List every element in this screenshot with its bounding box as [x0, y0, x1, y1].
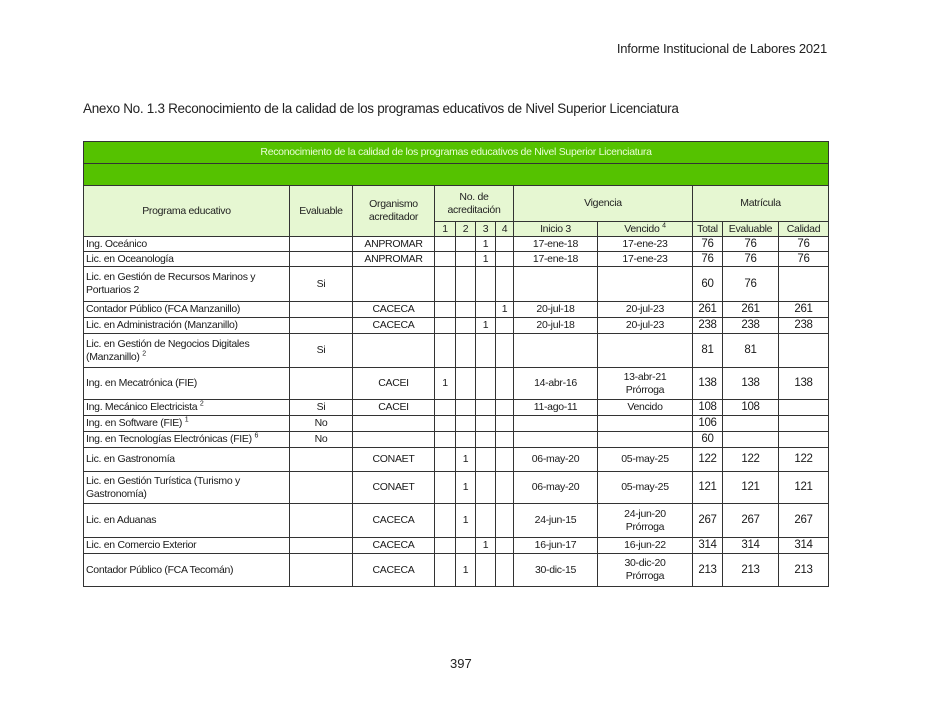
cell-vencido: [598, 237, 693, 252]
vencido-date: 17-ene-23: [622, 237, 668, 250]
programa-footnote: 2: [142, 350, 146, 357]
cell-organismo: CACECA: [353, 504, 435, 538]
cell-calidad: 238: [779, 318, 829, 334]
header-evaluable: Evaluable: [290, 186, 353, 237]
cell-organismo: CACECA: [353, 302, 435, 318]
vencido-note: Prórroga: [625, 520, 665, 533]
programa-label: Ing. en Software (FIE): [86, 417, 183, 429]
cell-organismo: ANPROMAR: [353, 237, 435, 252]
header-vencido-label: Vencido: [624, 222, 660, 235]
cell-mat-evaluable: 76: [723, 237, 779, 252]
cell-vencido: [598, 416, 693, 432]
programa-label: Ing. en Tecnologías Electrónicas (FIE): [86, 433, 252, 445]
cell-programa: [84, 318, 290, 334]
cell-programa: [84, 302, 290, 318]
vencido-date: 17-ene-23: [622, 252, 668, 265]
cell-mat-evaluable: 108: [723, 400, 779, 416]
cell-programa: [84, 432, 290, 448]
programa-label: Contador Público (FCA Manzanillo): [86, 303, 241, 315]
vencido-date: 20-jul-23: [625, 319, 665, 331]
annex-title: Anexo No. 1.3 Reconocimiento de la calidad de los programas educativos de Nivel Superior Licenciatura: [83, 101, 679, 116]
blank-band: [84, 164, 829, 186]
cell-evaluable: [290, 237, 353, 252]
cell-evaluable: [290, 538, 353, 554]
cell-inicio: 20-jul-18: [514, 318, 598, 334]
table-row: [84, 538, 829, 554]
cell-vencido: [598, 472, 693, 504]
cell-programa: [84, 400, 290, 416]
cell-acc-3: [476, 554, 496, 587]
cell-organismo: [353, 416, 435, 432]
cell-evaluable: [290, 368, 353, 400]
cell-inicio: 06-may-20: [514, 448, 598, 472]
cell-organismo: [353, 432, 435, 448]
cell-inicio: 20-jul-18: [514, 302, 598, 318]
cell-acc-3: 1: [476, 237, 496, 252]
cell-acc-2: [456, 302, 476, 318]
cell-calidad: [779, 400, 829, 416]
header-acc-4: 4: [496, 222, 514, 237]
cell-inicio: 14-abr-16: [514, 368, 598, 400]
cell-acc-3: [476, 334, 496, 368]
cell-inicio: [514, 416, 598, 432]
cell-mat-evaluable: 121: [723, 472, 779, 504]
header-vigencia: Vigencia: [514, 186, 693, 222]
cell-acc-1: [435, 302, 456, 318]
cell-acc-3: [476, 368, 496, 400]
running-header: Informe Institucional de Labores 2021: [616, 41, 827, 56]
cell-programa: [84, 416, 290, 432]
table-row: [84, 554, 829, 587]
cell-programa: [84, 252, 290, 267]
table-row: [84, 432, 829, 448]
cell-mat-evaluable: 261: [723, 302, 779, 318]
cell-evaluable: [290, 472, 353, 504]
cell-acc-1: [435, 416, 456, 432]
cell-acc-1: [435, 472, 456, 504]
header-calidad: Calidad: [779, 222, 829, 237]
cell-acc-1: [435, 334, 456, 368]
cell-mat-evaluable: 76: [723, 252, 779, 267]
programa-label: Lic. en Gestión de Negocios Digitales (Manzanillo): [86, 337, 250, 363]
cell-evaluable: No: [290, 432, 353, 448]
cell-acc-1: [435, 538, 456, 554]
cell-vencido: [598, 448, 693, 472]
cell-inicio: 17-ene-18: [514, 237, 598, 252]
programa-footnote: 2: [199, 400, 204, 408]
cell-total: 213: [693, 554, 723, 587]
table-row: [84, 237, 829, 252]
cell-acc-3: 1: [476, 538, 496, 554]
cell-acc-1: [435, 237, 456, 252]
table-row: [84, 368, 829, 400]
cell-acc-2: [456, 267, 476, 302]
cell-inicio: 06-may-20: [514, 472, 598, 504]
programa-label: Lic. en Administración (Manzanillo): [86, 319, 238, 331]
vencido-date: 30-dic-20: [624, 557, 666, 569]
cell-organismo: CONAET: [353, 472, 435, 504]
cell-organismo: CACECA: [353, 318, 435, 334]
cell-acc-2: [456, 400, 476, 416]
cell-mat-evaluable: 122: [723, 448, 779, 472]
quality-recognition-table: [83, 141, 829, 587]
cell-acc-1: [435, 504, 456, 538]
cell-vencido: [598, 400, 693, 416]
cell-acc-1: 1: [435, 368, 456, 400]
cell-evaluable: [290, 302, 353, 318]
vencido-date: 24-jun-20: [624, 507, 666, 520]
cell-total: 76: [693, 252, 723, 267]
cell-acc-1: [435, 267, 456, 302]
cell-calidad: 76: [779, 237, 829, 252]
cell-vencido: [598, 318, 693, 334]
vencido-note: Prórroga: [625, 570, 665, 582]
header-mat-evaluable: Evaluable: [723, 222, 779, 237]
cell-acc-3: 1: [476, 252, 496, 267]
cell-acc-2: [456, 538, 476, 554]
cell-acc-1: [435, 554, 456, 587]
cell-acc-4: [496, 252, 514, 267]
cell-total: 108: [693, 400, 723, 416]
cell-acc-1: [435, 400, 456, 416]
vencido-date: 05-may-25: [621, 481, 669, 493]
cell-total: 81: [693, 334, 723, 368]
vencido-date: 05-may-25: [621, 453, 669, 465]
cell-evaluable: Si: [290, 400, 353, 416]
header-acc-1: 1: [435, 222, 456, 237]
cell-acc-3: [476, 432, 496, 448]
cell-acc-3: [476, 448, 496, 472]
programa-label: Lic. en Oceanología: [86, 252, 174, 265]
cell-acc-4: [496, 554, 514, 587]
cell-acc-3: [476, 504, 496, 538]
cell-total: 122: [693, 448, 723, 472]
cell-mat-evaluable: 81: [723, 334, 779, 368]
cell-inicio: 30-dic-15: [514, 554, 598, 587]
cell-organismo: CACEI: [353, 368, 435, 400]
programa-label: Lic. en Gastronomía: [86, 453, 175, 465]
cell-acc-4: [496, 472, 514, 504]
cell-mat-evaluable: [723, 416, 779, 432]
cell-calidad: 121: [779, 472, 829, 504]
cell-total: 314: [693, 538, 723, 554]
cell-total: 261: [693, 302, 723, 318]
cell-acc-2: [456, 318, 476, 334]
cell-total: 121: [693, 472, 723, 504]
cell-evaluable: [290, 448, 353, 472]
header-acc-2: 2: [456, 222, 476, 237]
cell-evaluable: Si: [290, 267, 353, 302]
cell-mat-evaluable: 138: [723, 368, 779, 400]
cell-inicio: [514, 432, 598, 448]
header-vencido-sup: 4: [662, 222, 666, 229]
cell-acc-3: [476, 302, 496, 318]
table-row: [84, 448, 829, 472]
cell-acc-4: [496, 318, 514, 334]
cell-programa: [84, 237, 290, 252]
cell-total: 60: [693, 267, 723, 302]
cell-acc-3: [476, 267, 496, 302]
programa-label: Ing. en Mecatrónica (FIE): [86, 377, 197, 389]
cell-acc-4: [496, 237, 514, 252]
cell-total: 138: [693, 368, 723, 400]
cell-total: 238: [693, 318, 723, 334]
cell-acc-2: 1: [456, 472, 476, 504]
cell-programa: [84, 538, 290, 554]
cell-organismo: [353, 267, 435, 302]
cell-acc-3: [476, 472, 496, 504]
cell-vencido: [598, 252, 693, 267]
cell-vencido: [598, 538, 693, 554]
table-row: [84, 334, 829, 368]
cell-acc-4: [496, 432, 514, 448]
cell-acc-4: [496, 416, 514, 432]
programa-label: Lic. en Comercio Exterior: [86, 539, 197, 551]
cell-mat-evaluable: 314: [723, 538, 779, 554]
programa-label: Lic. en Gestión de Recursos Marinos y Portuarios 2: [86, 271, 256, 296]
table-row: [84, 302, 829, 318]
table-row: [84, 400, 829, 416]
header-programa: Programa educativo: [84, 186, 290, 237]
cell-acc-1: [435, 318, 456, 334]
header-no-acreditacion: No. de acreditación: [435, 186, 514, 222]
cell-inicio: 11-ago-11: [514, 400, 598, 416]
cell-acc-4: [496, 504, 514, 538]
cell-organismo: CACECA: [353, 538, 435, 554]
cell-inicio: [514, 334, 598, 368]
cell-evaluable: [290, 252, 353, 267]
header-acc-3: 3: [476, 222, 496, 237]
cell-programa: [84, 504, 290, 538]
cell-total: 106: [693, 416, 723, 432]
cell-acc-2: [456, 237, 476, 252]
table-row: [84, 318, 829, 334]
cell-acc-2: [456, 368, 476, 400]
cell-acc-2: [456, 334, 476, 368]
cell-total: 76: [693, 237, 723, 252]
cell-vencido: [598, 334, 693, 368]
cell-acc-2: [456, 252, 476, 267]
cell-programa: [84, 334, 290, 368]
cell-acc-2: [456, 416, 476, 432]
cell-vencido: [598, 504, 693, 538]
cell-programa: [84, 472, 290, 504]
cell-organismo: CACEI: [353, 400, 435, 416]
vencido-note: Prórroga: [625, 383, 665, 396]
cell-total: 267: [693, 504, 723, 538]
cell-calidad: 138: [779, 368, 829, 400]
cell-mat-evaluable: [723, 432, 779, 448]
programa-footnote: 1: [184, 416, 189, 424]
header-vencido: [598, 222, 693, 237]
cell-inicio: 16-jun-17: [514, 538, 598, 554]
cell-acc-4: [496, 267, 514, 302]
cell-acc-4: [496, 448, 514, 472]
cell-organismo: CACECA: [353, 554, 435, 587]
cell-evaluable: No: [290, 416, 353, 432]
table-row: [84, 252, 829, 267]
cell-acc-3: [476, 416, 496, 432]
header-total: Total: [693, 222, 723, 237]
cell-calidad: [779, 334, 829, 368]
cell-calidad: 76: [779, 252, 829, 267]
cell-programa: [84, 554, 290, 587]
table-row: [84, 267, 829, 302]
cell-evaluable: [290, 504, 353, 538]
cell-calidad: [779, 432, 829, 448]
cell-mat-evaluable: 238: [723, 318, 779, 334]
cell-programa: [84, 448, 290, 472]
cell-acc-2: 1: [456, 504, 476, 538]
cell-organismo: CONAET: [353, 448, 435, 472]
table-row: [84, 472, 829, 504]
cell-mat-evaluable: 267: [723, 504, 779, 538]
cell-acc-4: 1: [496, 302, 514, 318]
cell-inicio: [514, 267, 598, 302]
cell-acc-3: 1: [476, 318, 496, 334]
cell-evaluable: Si: [290, 334, 353, 368]
cell-acc-2: 1: [456, 448, 476, 472]
cell-acc-4: [496, 400, 514, 416]
programa-label: Lic. en Aduanas: [86, 514, 157, 526]
page-number: 397: [450, 656, 472, 671]
cell-programa: [84, 267, 290, 302]
cell-acc-3: [476, 400, 496, 416]
cell-organismo: ANPROMAR: [353, 252, 435, 267]
cell-calidad: 314: [779, 538, 829, 554]
cell-evaluable: [290, 318, 353, 334]
header-organismo: Organismo acreditador: [353, 186, 435, 237]
cell-mat-evaluable: 213: [723, 554, 779, 587]
cell-acc-4: [496, 538, 514, 554]
cell-acc-1: [435, 252, 456, 267]
programa-label: Contador Público (FCA Tecomán): [86, 563, 234, 576]
cell-organismo: [353, 334, 435, 368]
programa-label: Ing. Oceánico: [86, 237, 147, 250]
cell-calidad: [779, 267, 829, 302]
cell-acc-1: [435, 432, 456, 448]
cell-total: 60: [693, 432, 723, 448]
header-matricula: Matrícula: [693, 186, 829, 222]
cell-vencido: [598, 267, 693, 302]
vencido-date: 16-jun-22: [624, 539, 666, 551]
cell-vencido: [598, 368, 693, 400]
vencido-date: Vencido: [627, 401, 663, 413]
cell-vencido: [598, 554, 693, 587]
cell-acc-1: [435, 448, 456, 472]
header-inicio: Inicio 3: [514, 222, 598, 237]
programa-label: Ing. Mecánico Electricista: [86, 401, 198, 413]
cell-inicio: 24-jun-15: [514, 504, 598, 538]
cell-vencido: [598, 302, 693, 318]
cell-programa: [84, 368, 290, 400]
cell-acc-4: [496, 334, 514, 368]
cell-vencido: [598, 432, 693, 448]
programa-label: Lic. en Gestión Turística (Turismo y Gastronomía): [86, 474, 240, 500]
cell-calidad: 122: [779, 448, 829, 472]
cell-acc-4: [496, 368, 514, 400]
cell-acc-2: [456, 432, 476, 448]
cell-calidad: 261: [779, 302, 829, 318]
vencido-date: 13-abr-21: [623, 370, 667, 383]
cell-mat-evaluable: 76: [723, 267, 779, 302]
cell-inicio: 17-ene-18: [514, 252, 598, 267]
cell-evaluable: [290, 554, 353, 587]
table-title: Reconocimiento de la calidad de los programas educativos de Nivel Superior Licenciatura: [84, 142, 829, 164]
table-row: [84, 416, 829, 432]
cell-calidad: 213: [779, 554, 829, 587]
cell-acc-2: 1: [456, 554, 476, 587]
cell-calidad: 267: [779, 504, 829, 538]
vencido-date: 20-jul-23: [625, 303, 665, 315]
programa-footnote: 6: [254, 432, 259, 440]
cell-calidad: [779, 416, 829, 432]
table-row: [84, 504, 829, 538]
